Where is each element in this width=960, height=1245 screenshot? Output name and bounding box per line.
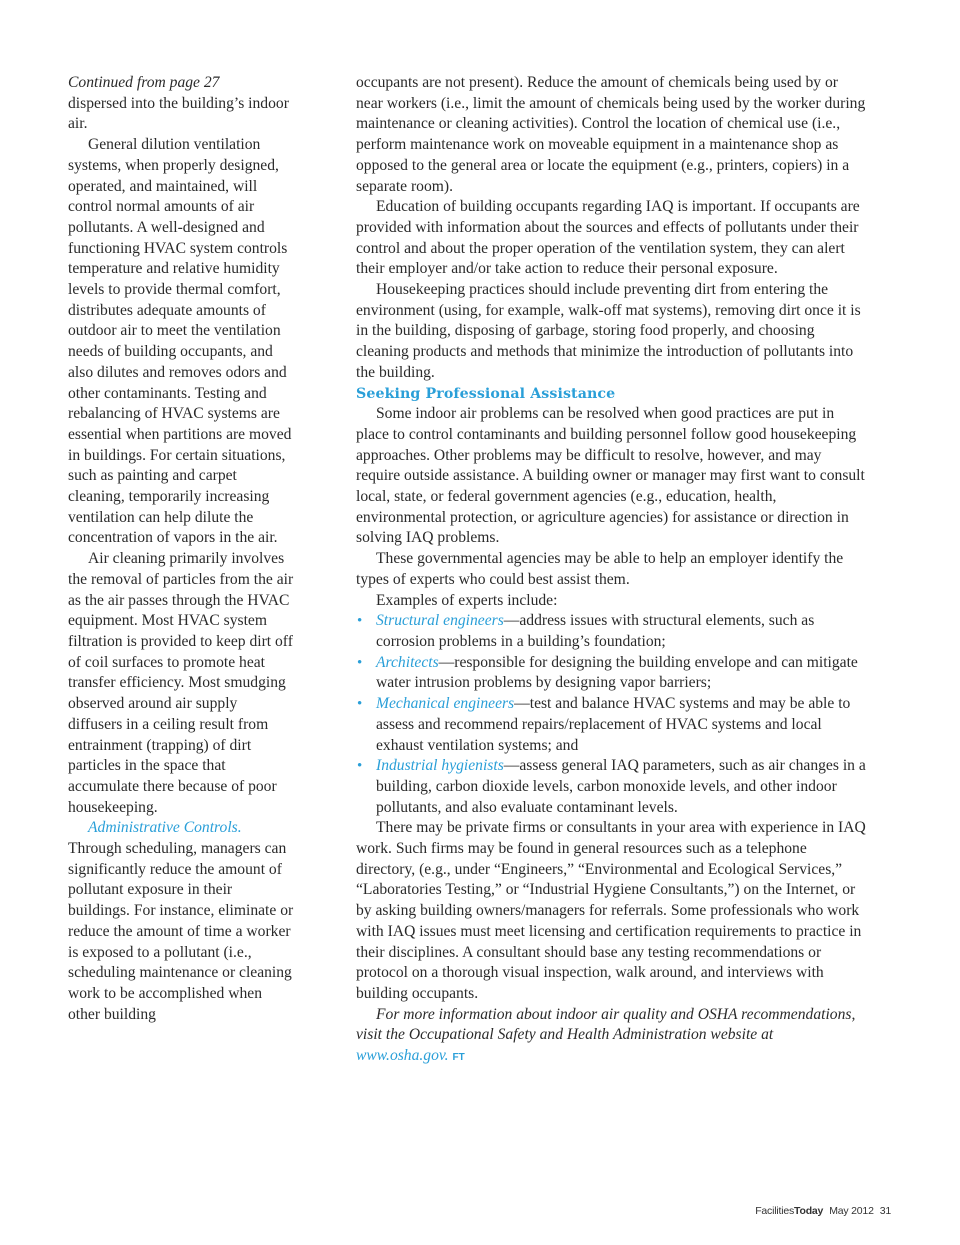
list-item xyxy=(357,653,868,694)
closing-note xyxy=(356,1005,868,1069)
list-item xyxy=(357,756,868,818)
right-column xyxy=(356,73,868,1069)
end-mark-icon: FT xyxy=(452,1052,465,1064)
continued-note: Continued from page 27 xyxy=(68,74,220,91)
expert-desc: —responsible for designing the building envelope and can mitigate water intrusion problems by designing vapor barriers; xyxy=(376,653,858,692)
expert-term: Architects xyxy=(376,653,439,671)
osha-link[interactable]: www.osha.gov xyxy=(356,1047,445,1065)
expert-desc: —test and balance HVAC systems and may be able to assess and recommend repairs/replacement of HVAC systems and local exhaust ventilation systems; and xyxy=(376,695,851,754)
paragraph: Air cleaning primarily involves the removal of particles from the air as the air passes through the HVAC equipment. Most HVAC system filtration is provided to keep dirt off of coil surfaces to promote heat transfer efficiency. Most smudging observed around air supply diffusers in a ceiling result from entrainment (trapping) of dirt particles in the space that accumulate there because of poor housekeeping. xyxy=(68,550,294,816)
magazine-name-part2: Today xyxy=(794,1205,824,1217)
left-column xyxy=(68,73,294,1025)
closing-text: For more information about indoor air quality and OSHA recommendations, visit the Occupational Safety and Health Administration website at xyxy=(356,1005,856,1044)
paragraph: Housekeeping practices should include preventing dirt from entering the environment (using, for example, walk-off mat systems), removing dirt once it is in the building, disposing of garbage, storing food properly, and choosing cleaning products and methods that minimize the introduction of pollutants into the building. xyxy=(356,281,861,381)
admin-controls-head: Administrative Controls. xyxy=(88,819,242,837)
experts-list xyxy=(356,611,868,818)
paragraph: Examples of experts include: xyxy=(376,591,558,609)
expert-term: Mechanical engineers xyxy=(376,695,515,713)
paragraph: Some indoor air problems can be resolved when good practices are put in place to control contaminants and building personnel follow good housekeeping approaches. Other problems may be difficult to resolve, however, and may require outside assistance. A building owner or manager may first want to consult local, state, or federal government agencies (e.g., education, health, environmental protection, or agriculture agencies) for assistance or direction in solving IAQ problems. xyxy=(356,405,865,547)
list-item xyxy=(357,694,868,756)
bullet-icon: • xyxy=(357,654,363,671)
closing-period: . xyxy=(444,1047,449,1065)
paragraph: dispersed into the building’s indoor air. xyxy=(68,94,289,133)
list-item xyxy=(357,611,868,652)
expert-desc: —address issues with structural elements, such as corrosion problems in a building’s foundation; xyxy=(376,612,815,650)
page-footer xyxy=(755,1205,891,1217)
expert-desc: —assess general IAQ parameters, such as air changes in a building, carbon dioxide levels, carbon monoxide levels, and other indoor pollutants, and also evaluate contaminant levels. xyxy=(376,757,866,816)
expert-term: Structural engineers xyxy=(376,612,504,630)
paragraph: occupants are not present). Reduce the amount of chemicals being used by or near workers (i.e., limit the amount of chemicals being used by the worker during maintenance or cleaning activities). Control the location of chemical use (i.e., perform maintenance work on moveable equipment in a maintenance shop as opposed to the general area or locate the equipment (e.g., printers, copiers) in a separate room). xyxy=(356,74,866,195)
paragraph: There may be private firms or consultants in your area with experience in IAQ work. Such firms may be found in general resources such as a telephone directory, (e.g., under “Engineers,” “Environmental and Ecological Services,” “Laboratories Testing,” or “Industrial Hygiene Consultants,”) on the Internet, or by asking building owners/managers for referrals. Some professionals who work with IAQ issues must meet licensing and certification requirements to practice in their disciplines. A consultant should base any testing recommendations or protocol on a thorough visual inspection, walk around, and interviews with building occupants. xyxy=(356,819,866,1002)
section-heading: Seeking Professional Assistance xyxy=(356,385,616,402)
paragraph: General dilution ventilation systems, when properly designed, operated, and maintained, will control normal amounts of air pollutants. A well-designed and functioning HVAC system controls temperature and relative humidity levels to provide thermal comfort, distributes adequate amounts of outdoor air to meet the ventilation needs of building occupants, and also dilutes and removes odors and other contaminants. Testing and rebalancing of HVAC systems are essential when partitions are moved in buildings. For certain situations, such as painting and carpet cleaning, temporarily increasing ventilation can help dilute the concentration of vapors in the air. xyxy=(68,136,292,547)
paragraph: Education of building occupants regarding IAQ is important. If occupants are provided with information about the sources and effects of pollutants under their control and about the proper operation of the ventilation system, they can alert their employer and/or take action to reduce their personal exposure. xyxy=(356,198,860,278)
bullet-icon: • xyxy=(357,758,363,775)
expert-term: Industrial hygienists xyxy=(376,757,504,775)
paragraph: These governmental agencies may be able to help an employer identify the types of experts who could best assist them. xyxy=(356,550,844,588)
magazine-name-part1: Facilities xyxy=(755,1205,795,1217)
admin-controls-heading xyxy=(68,818,294,839)
page-number: 31 xyxy=(879,1205,891,1217)
bullet-icon: • xyxy=(357,696,363,713)
bullet-icon: • xyxy=(357,613,363,630)
issue-date: May 2012 xyxy=(829,1205,874,1217)
paragraph: Through scheduling, managers can significantly reduce the amount of pollutant exposure in their buildings. For instance, eliminate or reduce the amount of time a worker is exposed to a pollutant (i.e., scheduling maintenance or cleaning work to be accomplished when other building xyxy=(68,840,294,1023)
